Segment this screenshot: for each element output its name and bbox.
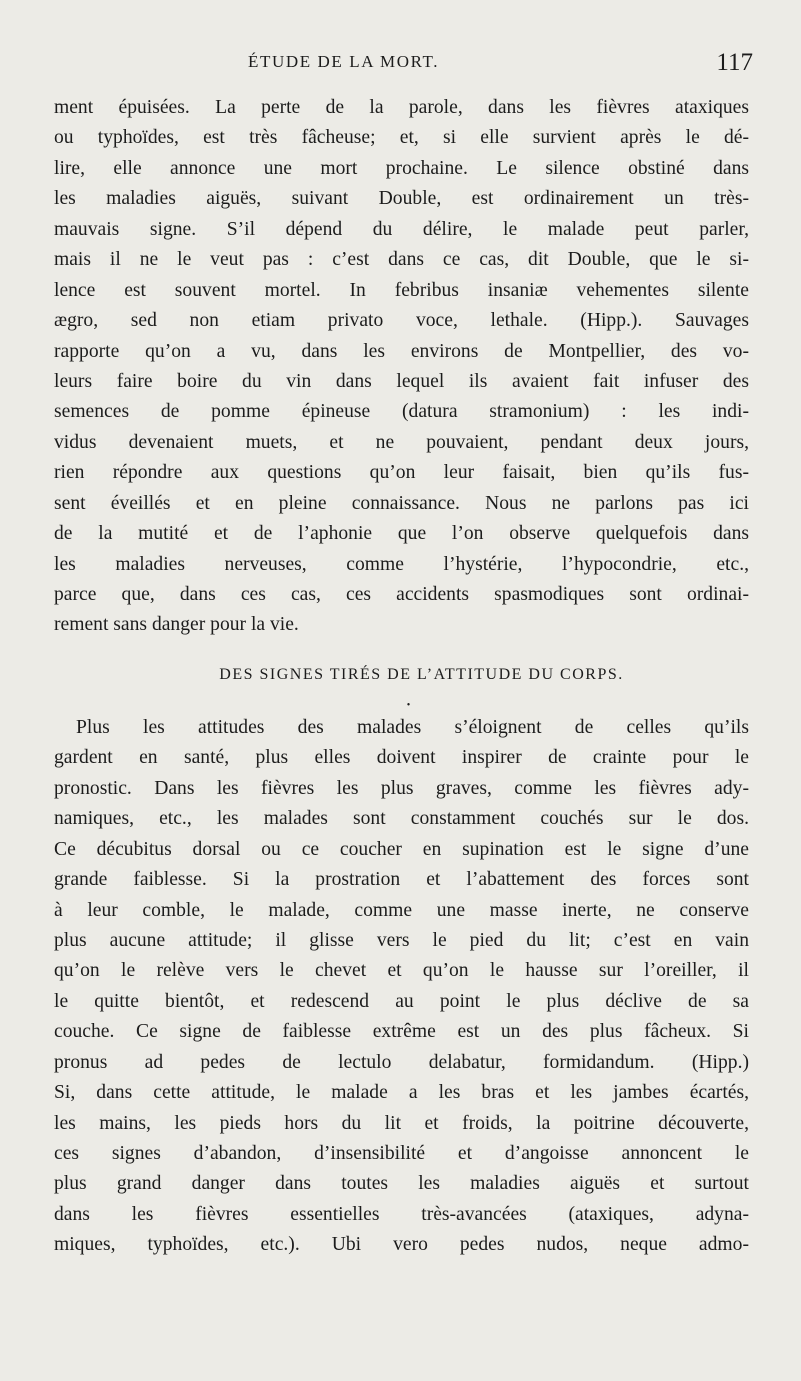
body-text [54,93,749,1261]
text-line: Plus les attitudes des malades s’éloignent de celles qu’ils [76,716,749,738]
page-number: 117 [716,49,753,76]
text-line: ment épuisées. La perte de la parole, dans les fièvres ataxiques [54,97,749,118]
text-line: qu’on le relève vers le chevet et qu’on le hausse sur l’oreiller, il [54,960,749,982]
text-line: à leur comble, le malade, comme une masse inerte, ne conserve [54,899,749,921]
text-line: pronostic. Dans les fièvres les plus graves, comme les fièvres ady- [54,777,749,799]
text-line: les maladies nerveuses, comme l’hystérie, l’hypocondrie, etc., [54,553,749,575]
text-line: mais il ne le veut pas : c’est dans ce cas, dit Double, que le si- [54,249,749,271]
text-line: de la mutité et de l’aphonie que l’on observe quelquefois dans [54,523,749,545]
text-line: ou typhoïdes, est très fâcheuse; et, si elle survient après le dé- [54,127,749,149]
text-line: vidus devenaient muets, et ne pouvaient, pendant deux jours, [54,431,749,453]
text-line: Ce décubitus dorsal ou ce coucher en supination est le signe d’une [54,838,749,860]
section-heading: DES SIGNES TIRÉS DE L’ATTITUDE DU CORPS. [219,665,624,683]
text-line: ægro, sed non etiam privato voce, lethale. (Hipp.). Sauvages [54,310,749,332]
text-line: miques, typhoïdes, etc.). Ubi vero pedes nudos, neque admo- [54,1234,749,1256]
ornament-dot: • [406,699,411,711]
text-line: le quitte bientôt, et redescend au point le plus déclive de sa [54,990,749,1012]
text-line: lence est souvent mortel. In febribus insaniæ vehementes silente [54,279,749,301]
text-line: mauvais signe. S’il dépend du délire, le malade peut parler, [54,218,749,240]
text-line: rien répondre aux questions qu’on leur faisait, bien qu’ils fus- [54,462,749,484]
text-line: rement sans danger pour la vie. [54,614,299,636]
text-line: rapporte qu’on a vu, dans les environs de Montpellier, des vo- [54,340,749,362]
paragraph-body-attitude [54,713,749,1261]
text-line: Si, dans cette attitude, le malade a les bras et les jambes écartés, [54,1082,749,1104]
text-line: couche. Ce signe de faiblesse extrême est un des plus fâcheux. Si [54,1021,749,1043]
paragraph-loss-of-speech [54,93,749,641]
text-line: leurs faire boire du vin dans lequel ils avaient fait infuser des [54,370,749,392]
text-line: semences de pomme épineuse (datura stramonium) : les indi- [54,401,749,423]
text-line: grande faiblesse. Si la prostration et l’abattement des forces sont [54,869,749,891]
text-line: pronus ad pedes de lectulo delabatur, formidandum. (Hipp.) [54,1051,749,1073]
running-header [0,49,801,82]
text-line: parce que, dans ces cas, ces accidents spasmodiques sont ordinai- [54,584,749,605]
text-line: les mains, les pieds hors du lit et froids, la poitrine découverte, [54,1112,749,1134]
text-line: dans les fièvres essentielles très-avancées (ataxiques, adyna- [54,1203,749,1225]
text-line: lire, elle annonce une mort prochaine. Le silence obstiné dans [54,157,749,179]
text-line: ces signes d’abandon, d’insensibilité et d’angoisse annoncent le [54,1143,749,1164]
text-line: sent éveillés et en pleine connaissance. Nous ne parlons pas ici [54,492,749,514]
text-line: plus grand danger dans toutes les maladies aiguës et surtout [54,1173,749,1195]
text-line: plus aucune attitude; il glisse vers le pied du lit; c’est en vain [54,929,749,951]
text-line: namiques, etc., les malades sont constamment couchés sur le dos. [54,808,749,830]
text-line: gardent en santé, plus elles doivent inspirer de crainte pour le [54,747,749,769]
text-line: les maladies aiguës, suivant Double, est ordinairement un très- [54,188,749,210]
running-title: ÉTUDE DE LA MORT. [248,52,440,71]
